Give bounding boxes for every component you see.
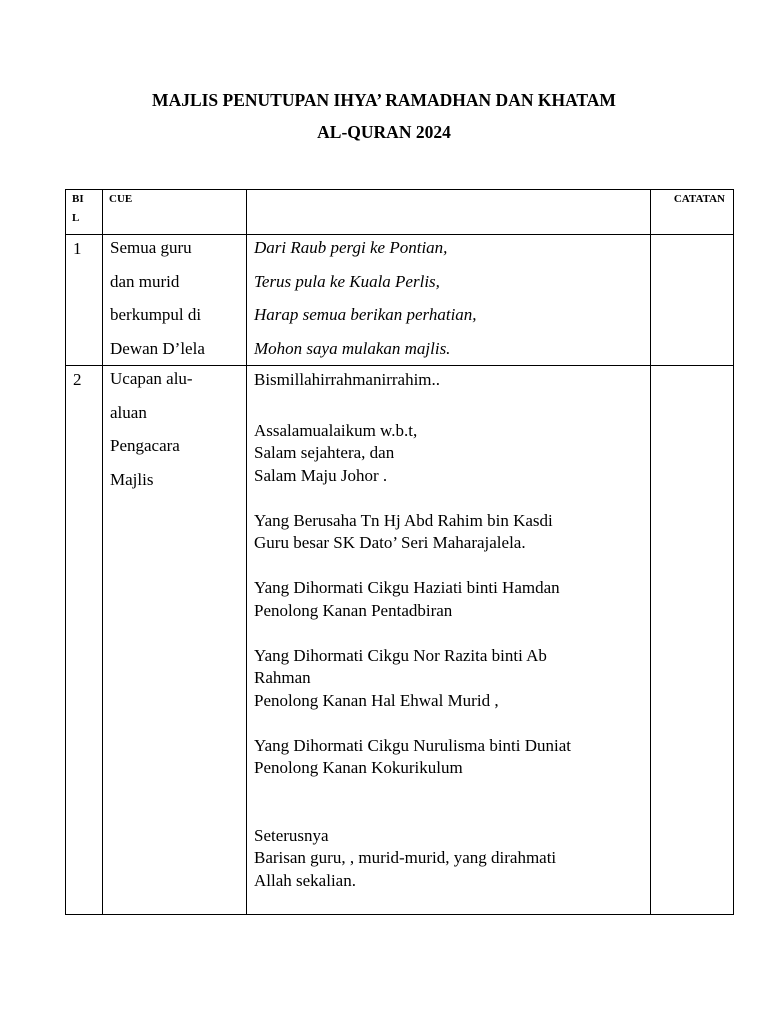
dignitary-title: Penolong Kanan Hal Ehwal Murid ,	[254, 690, 499, 710]
program-script-table	[65, 189, 734, 915]
row-1-text-cell	[247, 235, 651, 366]
welcome-speech	[247, 366, 650, 914]
closing-line: Allah sekalian.	[254, 870, 356, 890]
cue-line: dan murid	[110, 271, 180, 291]
verse-line: Harap semua berikan perhatian,	[254, 305, 477, 324]
document-title-line-1: MAJLIS PENUTUPAN IHYA’ RAMADHAN DAN KHATAM	[152, 90, 616, 110]
header-cue-cell	[103, 190, 247, 235]
row-2-text-cell	[247, 366, 651, 915]
dignitary-name: Yang Dihormati Cikgu Haziati binti Hamdan	[254, 578, 560, 597]
greeting-line: Salam Maju Johor .	[254, 465, 388, 485]
table-row	[66, 366, 734, 915]
cue-line: berkumpul di	[110, 305, 202, 324]
cue-line: aluan	[110, 402, 147, 422]
closing-line: Barisan guru, , murid-murid, yang dirahmati	[254, 848, 557, 867]
pantun-verse	[247, 231, 650, 365]
header-bil: BIL	[72, 193, 84, 224]
cue-line: Pengacara	[110, 436, 180, 455]
row-1-cue-cell	[103, 235, 247, 366]
header-cue: CUE	[109, 193, 133, 205]
header-catatan: CATATAN	[673, 193, 725, 205]
dignitary-name: Yang Dihormati Cikgu Nurulisma binti Duniat	[254, 735, 572, 755]
row-2-catatan-cell	[651, 366, 734, 915]
dignitary-title: Penolong Kanan Pentadbiran	[254, 600, 453, 620]
verse-line: Terus pula ke Kuala Perlis,	[254, 271, 440, 291]
greeting-line: Assalamualaikum w.b.t,	[254, 420, 418, 440]
row-1-bil-cell	[66, 235, 103, 366]
cue-text	[103, 362, 246, 496]
dignitary-name-continued: Rahman	[254, 668, 311, 687]
opening-line: Bismillahirrahmanirrahim..	[254, 370, 441, 389]
row-number: 2	[73, 370, 82, 389]
cue-text	[103, 231, 246, 365]
verse-line: Dari Raub pergi ke Pontian,	[254, 238, 448, 257]
cue-line: Ucapan alu-	[110, 369, 193, 388]
table-header-row	[66, 190, 734, 235]
row-2-cue-cell	[103, 366, 247, 915]
header-catatan-cell	[651, 190, 734, 235]
header-bil-cell	[66, 190, 103, 235]
cue-line: Dewan D’lela	[110, 338, 205, 358]
table-row	[66, 235, 734, 366]
header-text-cell	[247, 190, 651, 235]
row-1-catatan-cell	[651, 235, 734, 366]
dignitary-title: Penolong Kanan Kokurikulum	[254, 758, 463, 777]
document-title-line-2: AL-QURAN 2024	[317, 122, 451, 142]
row-2-bil-cell	[66, 366, 103, 915]
verse-line: Mohon saya mulakan majlis.	[254, 338, 451, 358]
dignitary-title: Guru besar SK Dato’ Seri Maharajalela.	[254, 533, 526, 552]
cue-line: Semua guru	[110, 238, 192, 257]
closing-line: Seterusnya	[254, 825, 329, 845]
greeting-line: Salam sejahtera, dan	[254, 443, 395, 462]
cue-line: Majlis	[110, 469, 154, 489]
dignitary-name: Yang Berusaha Tn Hj Abd Rahim bin Kasdi	[254, 510, 553, 530]
dignitary-name: Yang Dihormati Cikgu Nor Razita binti Ab	[254, 645, 547, 665]
row-number: 1	[73, 239, 82, 258]
